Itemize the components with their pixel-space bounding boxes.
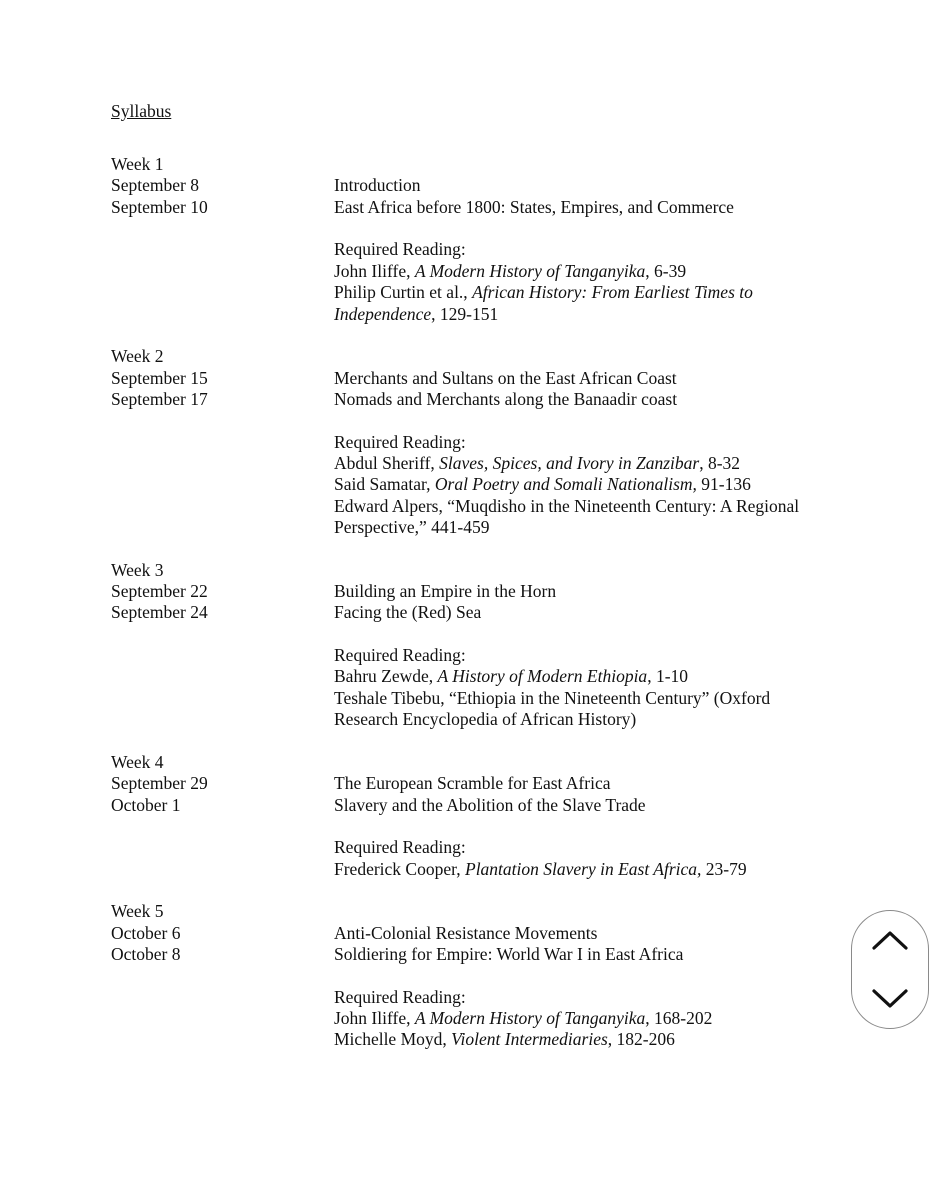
reading-citation <box>334 282 753 303</box>
citation-text: John Iliffe, <box>334 1008 415 1028</box>
session-topic: Introduction <box>334 175 421 196</box>
week-label: Week 1 <box>111 154 164 174</box>
session-date: September 22 <box>111 581 208 601</box>
citation-text: Perspective,” 441-459 <box>334 517 490 537</box>
session-date: September 24 <box>111 602 208 623</box>
session-topic: Facing the (Red) Sea <box>334 602 482 623</box>
session-date: September 29 <box>111 773 208 794</box>
session-date: September 8 <box>111 175 199 196</box>
reading-citation <box>334 304 498 325</box>
session-topic: Anti-Colonial Resistance Movements <box>334 922 598 943</box>
session-date: September 10 <box>111 196 208 217</box>
required-reading-label: Required Reading: <box>334 239 466 260</box>
citation-text: , 6-39 <box>645 260 687 281</box>
scroll-up-button[interactable] <box>852 911 927 969</box>
citation-text: Frederick Cooper, <box>334 858 465 879</box>
session-date: September 15 <box>111 367 208 388</box>
page-title: Syllabus <box>111 101 172 121</box>
citation-text: Research Encyclopedia of African History) <box>334 709 637 730</box>
session-date: October 6 <box>111 922 181 943</box>
citation-text: John Iliffe, <box>334 260 415 281</box>
reading-citation <box>334 453 740 474</box>
citation-text: Teshale Tibebu, “Ethiopia in the Nineteenth Century” (Oxford <box>334 687 771 708</box>
work-title: Slaves, Spices, and Ivory in Zanzibar <box>439 452 700 473</box>
session-date: October 8 <box>111 944 181 964</box>
session-date: September 17 <box>111 388 208 409</box>
work-title: Independence <box>334 303 432 324</box>
reading-citation <box>334 517 490 538</box>
work-title: Oral Poetry and Somali Nationalism, <box>434 474 697 495</box>
required-reading-label: Required Reading: <box>334 837 466 858</box>
reading-citation <box>334 859 747 880</box>
week-label: Week 5 <box>111 901 164 922</box>
page-scroll-controls <box>851 910 929 1029</box>
session-topic: Merchants and Sultans on the East African Coast <box>334 367 677 388</box>
work-title: A Modern History of Tanganyika <box>414 1008 646 1028</box>
work-title: African History: From Earliest Times to <box>472 282 753 303</box>
citation-text: Michelle Moyd, <box>334 1029 452 1050</box>
session-topic: Slavery and the Abolition of the Slave Trade <box>334 794 646 815</box>
citation-text: , 8-32 <box>699 452 741 473</box>
reading-citation <box>334 496 799 517</box>
session-topic: East Africa before 1800: States, Empires, and Commerce <box>334 196 734 217</box>
required-reading-label: Required Reading: <box>334 645 466 666</box>
citation-text: 23-79 <box>701 858 747 879</box>
work-title: A History of Modern Ethiopia <box>437 666 648 687</box>
scroll-down-button[interactable] <box>852 970 927 1028</box>
reading-citation <box>334 688 770 709</box>
session-date: October 1 <box>111 794 181 815</box>
work-title: A Modern History of Tanganyika <box>414 260 646 281</box>
citation-text: , 182-206 <box>607 1029 675 1050</box>
reading-citation <box>334 261 686 282</box>
citation-text: Said Samatar, <box>334 474 435 495</box>
week-label: Week 2 <box>111 346 164 367</box>
reading-citation <box>334 666 688 687</box>
required-reading-label: Required Reading: <box>334 986 466 1007</box>
citation-text: Edward Alpers, “Muqdisho in the Nineteenth Century: A Regional <box>334 495 800 516</box>
citation-text: Abdul Sheriff, <box>334 452 440 473</box>
citation-text: , 129-151 <box>431 303 499 324</box>
reading-citation <box>334 709 636 730</box>
session-topic: Soldiering for Empire: World War I in East Africa <box>334 944 684 964</box>
reading-citation <box>334 1029 675 1050</box>
work-title: Violent Intermediaries <box>451 1029 608 1050</box>
week-label: Week 3 <box>111 559 164 580</box>
citation-text: Bahru Zewde, <box>334 666 438 687</box>
reading-citation <box>334 474 751 495</box>
citation-text: , 168-202 <box>645 1008 713 1028</box>
citation-text: Philip Curtin et al., <box>334 282 473 303</box>
citation-text: 91-136 <box>696 474 751 495</box>
work-title: Plantation Slavery in East Africa, <box>465 858 702 879</box>
citation-text: , 1-10 <box>647 666 689 687</box>
required-reading-label: Required Reading: <box>334 431 466 452</box>
chevron-up-icon <box>870 928 910 952</box>
session-topic: Building an Empire in the Horn <box>334 581 557 601</box>
chevron-down-icon <box>870 987 910 1011</box>
session-topic: The European Scramble for East Africa <box>334 773 611 794</box>
session-topic: Nomads and Merchants along the Banaadir coast <box>334 388 678 409</box>
week-label: Week 4 <box>111 751 164 772</box>
reading-citation <box>334 1008 712 1029</box>
